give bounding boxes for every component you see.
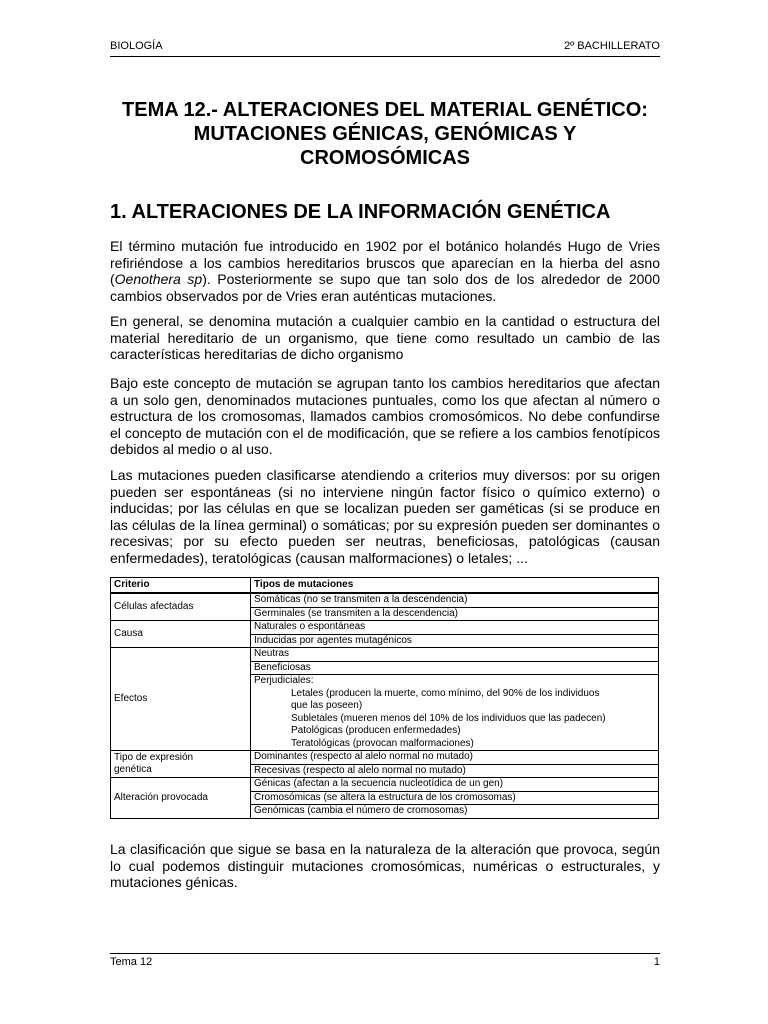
criterion-cell: Efectos (111, 648, 251, 751)
document-title (110, 98, 660, 170)
type-cell: Recesivas (respecto al alelo normal no mutado) (251, 764, 659, 778)
header-course: 2º BACHILLERATO (564, 40, 660, 52)
section-heading: 1. ALTERACIONES DE LA INFORMACIÓN GENÉTICA (110, 201, 611, 223)
paragraph-2: En general, se denomina mutación a cualquier cambio en la cantidad o estructura del material hereditario de un organismo, que tiene como resultado un cambio de las características hereditarias de dicho organismo (110, 313, 660, 362)
table-row (111, 751, 659, 765)
paragraph-1 (110, 238, 660, 304)
subtype-letales: Letales (producen la muerte, como mínimo, del 90% de los individuos (291, 687, 600, 699)
type-cell: Neutras (251, 648, 659, 662)
table-header-tipos: Tipos de mutaciones (251, 578, 659, 594)
criterion-line-2: genética (114, 764, 152, 775)
page-header (110, 40, 660, 57)
table-row (111, 778, 659, 792)
type-cell: Génicas (afectan a la secuencia nucleotídica de un gen) (251, 778, 659, 792)
title-line-3: CROMOSÓMICAS (300, 147, 470, 169)
footer-topic: Tema 12 (110, 956, 153, 968)
type-cell: Somáticas (no se transmiten a la descendencia) (251, 593, 659, 607)
subtype-cell: Patológicas (producen enfermedades) (251, 725, 659, 738)
paragraph-1-text-b: ). Posteriormente se supo que tan solo dos de los alrededor de 2000 cambios observados por de Vries eran auténticas mutaciones. (110, 271, 660, 304)
type-cell: Genómicas (cambia el número de cromosomas) (251, 805, 659, 819)
subtype-letales-cont: que las poseen) (291, 700, 363, 711)
mutation-types-table (110, 577, 659, 819)
criterion-cell: Células afectadas (111, 593, 251, 621)
paragraph-5: La clasificación que sigue se basa en la naturaleza de la alteración que provoca, según lo cual podemos distinguir mutaciones cromosómicas, numéricas o estructurales, y mutaciones génicas. (110, 841, 660, 890)
header-subject: BIOLOGÍA (110, 40, 163, 52)
title-line-1: TEMA 12.- ALTERACIONES DEL MATERIAL GENÉTICO: (122, 99, 648, 121)
criterion-cell (111, 751, 251, 778)
type-cell: Inducidas por agentes mutagénicos (251, 634, 659, 648)
table-header-criterio: Criterio (111, 578, 251, 594)
title-line-2: MUTACIONES GÉNICAS, GENÓMICAS Y (193, 123, 577, 145)
page-footer (110, 953, 660, 970)
criterion-cell: Causa (111, 621, 251, 648)
criterion-line-1: Tipo de expresión (114, 751, 194, 763)
subtype-cell (251, 688, 659, 713)
table-header-row (111, 578, 659, 594)
type-cell: Dominantes (respecto al alelo normal no mutado) (251, 751, 659, 765)
page-number: 1 (653, 956, 660, 968)
type-cell: Cromosómicas (se altera la estructura de los cromosomas) (251, 791, 659, 805)
criterion-cell: Alteración provocada (111, 778, 251, 819)
paragraph-4: Las mutaciones pueden clasificarse atendiendo a criterios muy diversos: por su origen pueden ser espontáneas (si no interviene ningún factor físico o químico externo) o inducidas; por las células en que se localizan pueden ser gaméticas (si se produce en las células de la línea germinal) o somáticas; por su expresión pueden ser dominantes o recesivas; por su efecto pueden ser neutras, beneficiosas, patológicas (causan enfermedades), teratológicas (causan malformaciones) o letales; ... (110, 467, 660, 566)
type-cell: Beneficiosas (251, 661, 659, 675)
table-row (111, 648, 659, 662)
type-cell: Naturales o espontáneas (251, 621, 659, 635)
type-cell: Perjudiciales: (251, 675, 659, 688)
species-name: Oenothera sp (114, 271, 203, 287)
table-row (111, 621, 659, 635)
type-cell: Germinales (se transmiten a la descendencia) (251, 607, 659, 621)
paragraph-1-text-a: El término mutación fue introducido en 1902 por el botánico holandés Hugo de Vries refiriéndose a los cambios hereditarios bruscos que aparecían en la hierba del asno ( (110, 238, 660, 287)
paragraph-3: Bajo este concepto de mutación se agrupan tanto los cambios hereditarios que afectan a un solo gen, denominados mutaciones puntuales, como los que afectan al número o estructura de los cromosomas, llamados cambios cromosómicos. No debe confundirse el concepto de mutación con el de modificación, que se refiere a los cambios fenotípicos debidos al medio o al uso. (110, 375, 660, 457)
subtype-cell: Teratológicas (provocan malformaciones) (251, 738, 659, 751)
subtype-cell: Subletales (mueren menos del 10% de los individuos que las padecen) (251, 713, 659, 726)
table-row (111, 593, 659, 607)
